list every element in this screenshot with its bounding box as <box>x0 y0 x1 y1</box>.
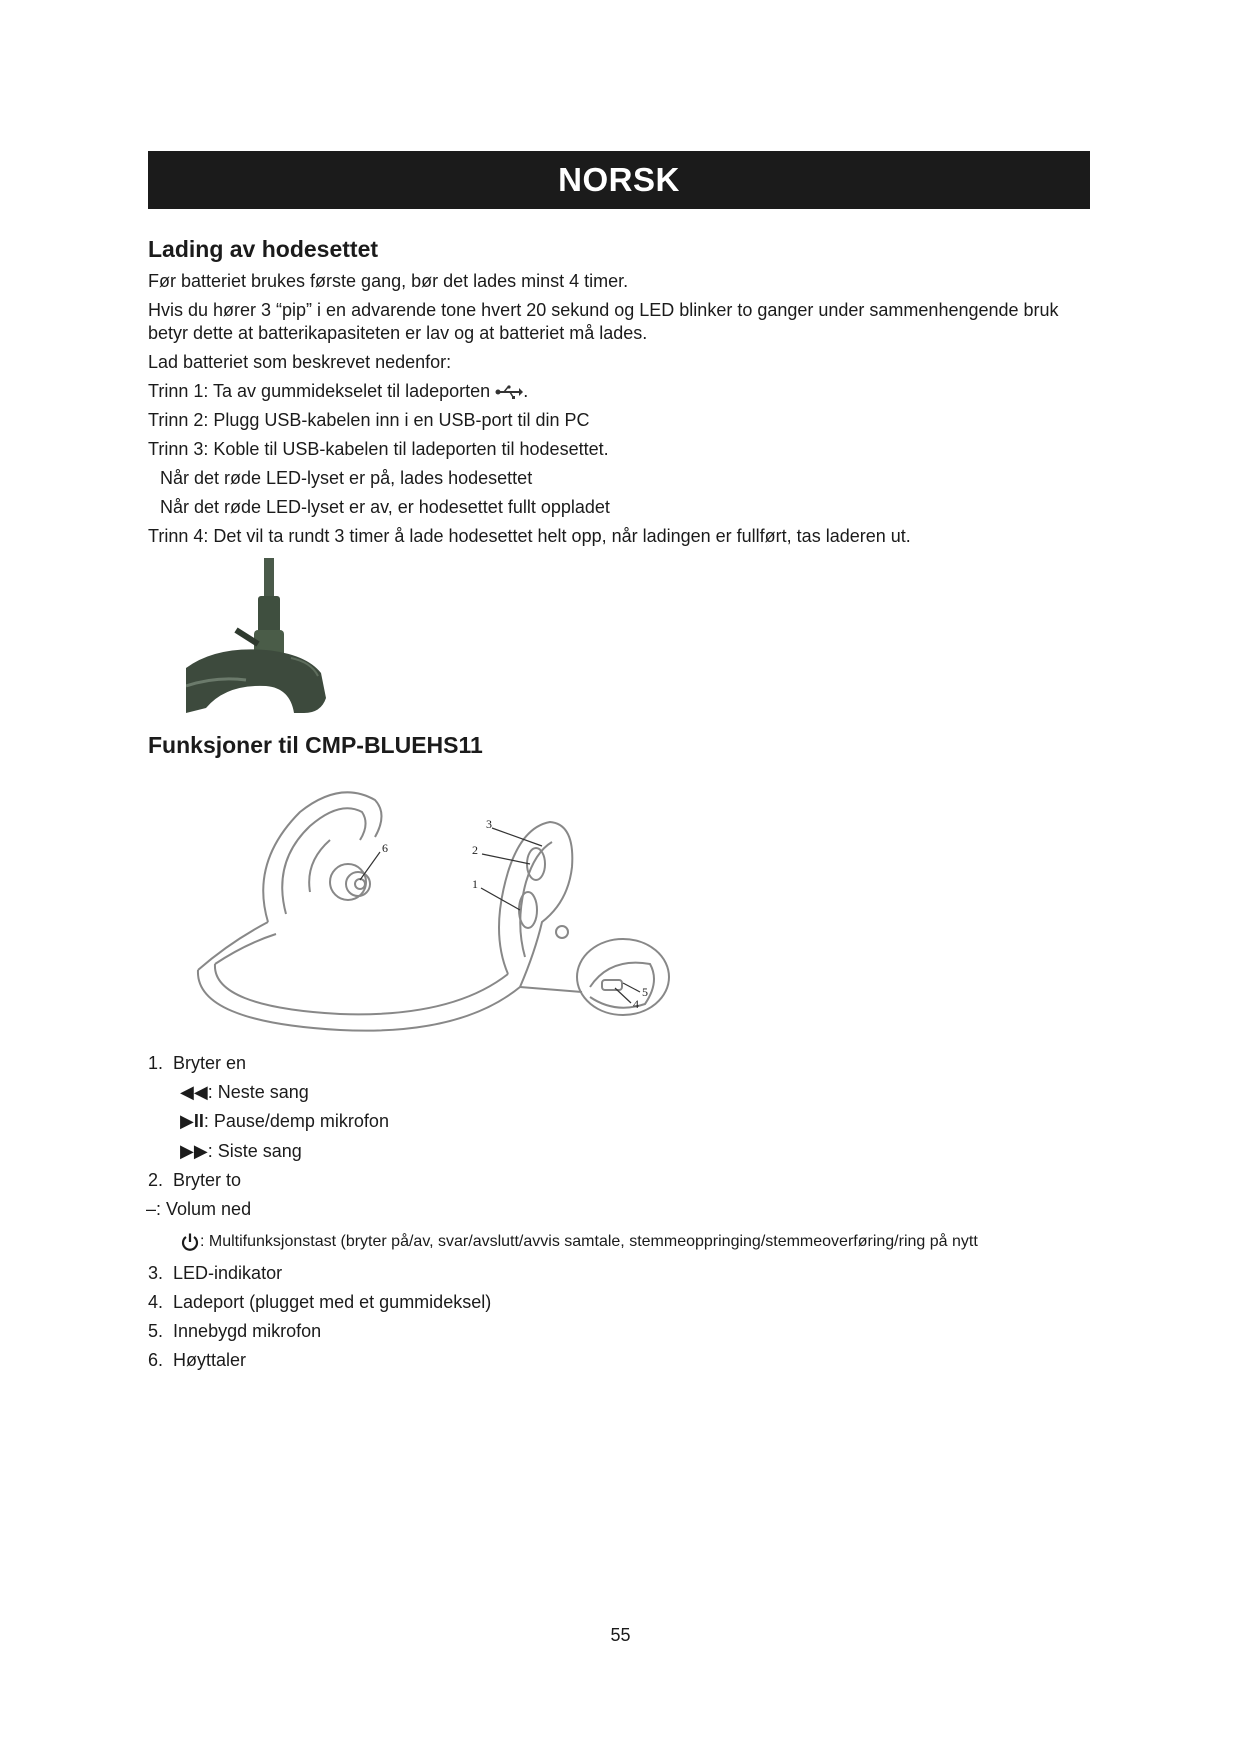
charging-port-photo <box>186 558 349 713</box>
feature-item-5: 5. Innebygd mikrofon <box>148 1321 322 1341</box>
previous-track-icon: ◀◀ <box>180 1082 208 1102</box>
step-3: Trinn 3: Koble til USB-kabelen til ladeporten til hodesettet. <box>148 439 609 459</box>
step-2: Trinn 2: Plugg USB-kabelen inn i en USB-port til din PC <box>148 410 590 430</box>
volume-down-icon: – <box>146 1199 157 1219</box>
feature-item-1-pause: ▶II: Pause/demp mikrofon <box>180 1111 389 1131</box>
language-banner <box>148 151 1090 209</box>
step-4: Trinn 4: Det vil ta rundt 3 timer å lade hodesettet helt opp, når ladingen er fullført, tas laderen ut. <box>148 526 911 546</box>
feature-item-1-next: ◀◀: Neste sang <box>180 1082 309 1102</box>
feature-item-4: 4. Ladeport (plugget med et gummideksel) <box>148 1292 492 1312</box>
feature-item-3: 3. LED-indikator <box>148 1263 283 1283</box>
page-number: 55 <box>610 1625 631 1645</box>
intro-text: Før batteriet brukes første gang, bør det lades minst 4 timer. <box>148 271 629 291</box>
step-1-end: . <box>523 381 529 401</box>
feature-item-2-volume: –: Volum ned <box>146 1199 252 1219</box>
led-off-note: Når det røde LED-lyset er av, er hodesettet fullt oppladet <box>160 497 610 517</box>
feature-item-1-last: ▶▶: Siste sang <box>180 1141 302 1161</box>
feature-item-1: 1. Bryter en <box>148 1053 247 1073</box>
play-pause-icon: ▶II <box>180 1111 204 1131</box>
section-heading-charging: Lading av hodesettet <box>148 236 379 262</box>
callout-1: 1 <box>472 877 478 891</box>
low-battery-warning: Hvis du hører 3 “pip” i en advarende tone hvert 20 sekund og LED blinker to ganger under sammenhengende bruk betyr dette at batterikapasiteten er lav og at batteriet må lades. <box>148 300 1059 343</box>
callout-3: 3 <box>486 817 492 831</box>
callout-4: 4 <box>633 997 639 1011</box>
callout-6: 6 <box>382 841 388 855</box>
instructions-lead: Lad batteriet som beskrevet nedenfor: <box>148 352 452 372</box>
next-track-icon: ▶▶ <box>180 1141 208 1161</box>
led-on-note: Når det røde LED-lyset er på, lades hodesettet <box>160 468 533 488</box>
section-heading-features: Funksjoner til CMP-BLUEHS11 <box>148 732 483 758</box>
power-icon <box>180 1232 200 1252</box>
headset-diagram <box>190 782 700 1047</box>
step-1-text: Trinn 1: Ta av gummidekselet til ladeporten <box>148 381 491 401</box>
feature-item-2: 2. Bryter to <box>148 1170 242 1190</box>
banner-title: NORSK <box>558 161 680 198</box>
callout-2: 2 <box>472 843 478 857</box>
callout-5: 5 <box>642 985 648 999</box>
feature-item-2-multifunction: : Multifunksjonstast (bryter på/av, svar/avslutt/avvis samtale, stemmeoppringing/stemmeoverføring/ring på nytt <box>180 1230 978 1253</box>
step-1 <box>148 380 528 403</box>
usb-icon <box>495 385 523 399</box>
feature-item-6: 6. Høyttaler <box>148 1350 247 1370</box>
